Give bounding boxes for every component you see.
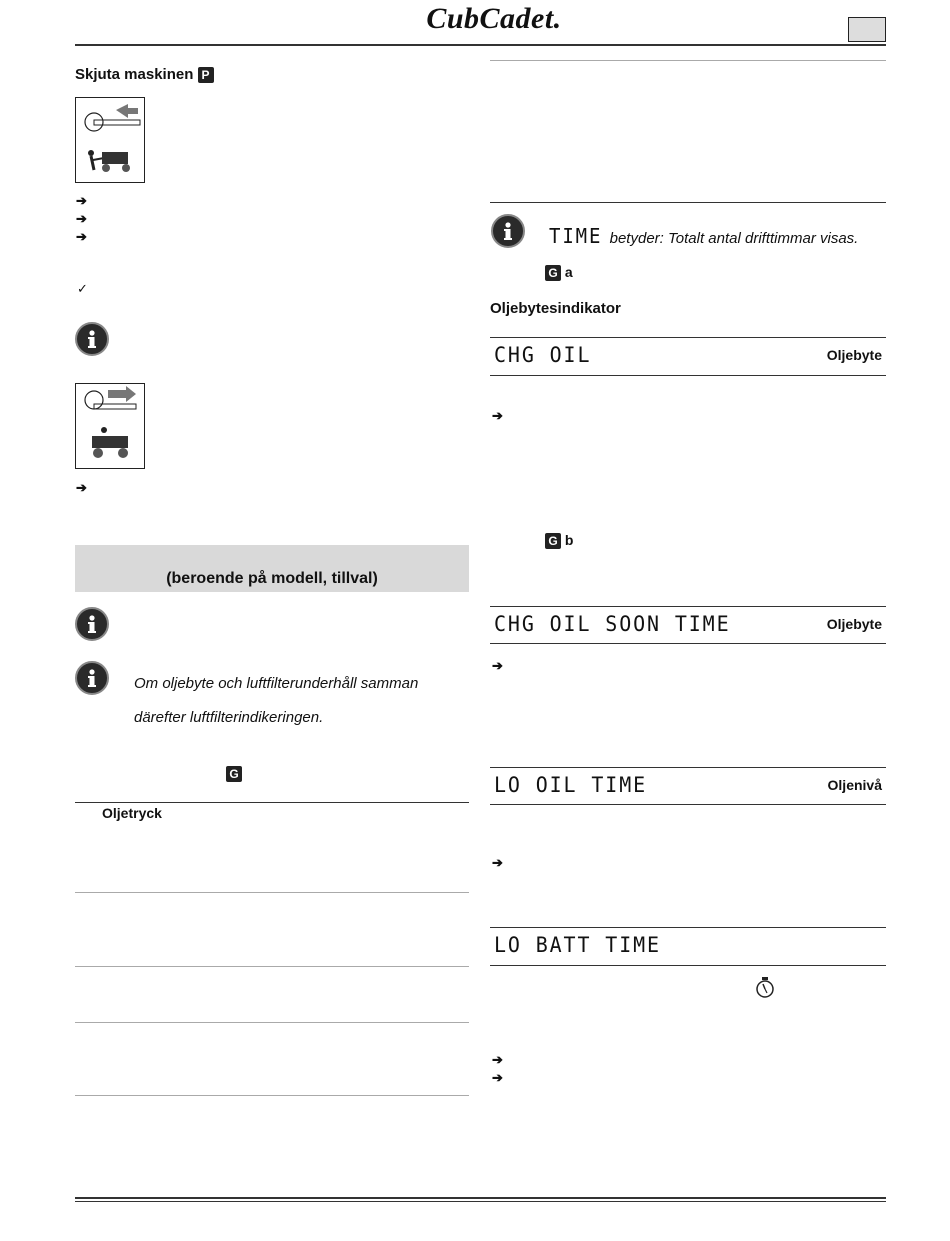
header-rule [75, 44, 886, 46]
g-badge: G [545, 265, 561, 281]
check-mark: ✓ [77, 281, 88, 296]
table-rule [75, 1022, 469, 1023]
bullet-arrow: ➔ [492, 1070, 503, 1085]
gb-ref: G b [545, 532, 573, 549]
lcd-rule [490, 643, 886, 644]
ga-ref: G a [545, 264, 573, 281]
info-note-line2: därefter luftfilterindikeringen. [134, 709, 324, 726]
info-note-line1: Om oljebyte och luftfilterunderhåll samman [134, 675, 419, 692]
lcd-rule [490, 804, 886, 805]
lcd-chg-oil: CHG OIL [494, 343, 592, 367]
info-icon [491, 214, 525, 248]
info-icon [75, 607, 109, 641]
table-row-oljetryck: Oljetryck [102, 805, 162, 821]
time-text: betyder: Totalt antal drifttimmar visas. [609, 230, 859, 247]
lcd-rule [490, 767, 886, 768]
bullet-arrow: ➔ [492, 408, 503, 423]
cub-cadet-logo: CubCadet. [426, 2, 562, 35]
optional-heading: (beroende på modell, tillval) [166, 570, 378, 587]
p-badge: P [198, 67, 214, 83]
bullet-arrow: ➔ [76, 480, 87, 495]
g-badge: G [226, 766, 242, 782]
lcd-rule [490, 965, 886, 966]
page-number-box [848, 17, 886, 42]
lcd-rule [490, 606, 886, 607]
lcd-label-oljebyte: Oljebyte [826, 347, 882, 363]
lcd-chg-oil-soon: CHG OIL SOON TIME [494, 612, 731, 636]
bullet-arrow: ➔ [492, 1052, 503, 1067]
table-rule [75, 892, 469, 893]
lcd-label-oljebyte: Oljebyte [826, 616, 882, 632]
oil-change-heading: Oljebytesindikator [490, 300, 621, 317]
footer-rule [75, 1197, 886, 1199]
right-top-rule [490, 60, 886, 61]
g-badge: G [545, 533, 561, 549]
time-lcd: TIME [549, 224, 603, 248]
lcd-lo-oil: LO OIL TIME [494, 773, 648, 797]
bullet-arrow: ➔ [76, 193, 87, 208]
bullet-arrow: ➔ [76, 229, 87, 244]
table-rule [75, 966, 469, 967]
right-rule [490, 202, 886, 203]
push-heading: Skjuta maskinen P [75, 66, 214, 83]
lcd-rule [490, 927, 886, 928]
time-note [549, 224, 858, 248]
drive-illustration [75, 383, 145, 469]
table-rule [75, 802, 469, 803]
bullet-arrow: ➔ [76, 211, 87, 226]
bullet-arrow: ➔ [492, 855, 503, 870]
lcd-lo-batt: LO BATT TIME [494, 933, 661, 957]
lcd-rule [490, 337, 886, 338]
lcd-rule [490, 375, 886, 376]
info-icon [75, 661, 109, 695]
info-icon [75, 322, 109, 356]
bullet-arrow: ➔ [492, 658, 503, 673]
push-illustration [75, 97, 145, 183]
footer-rule [75, 1201, 886, 1202]
table-rule [75, 1095, 469, 1096]
clock-icon [755, 977, 775, 1004]
lcd-label-oljeniva: Oljenivå [827, 777, 882, 793]
